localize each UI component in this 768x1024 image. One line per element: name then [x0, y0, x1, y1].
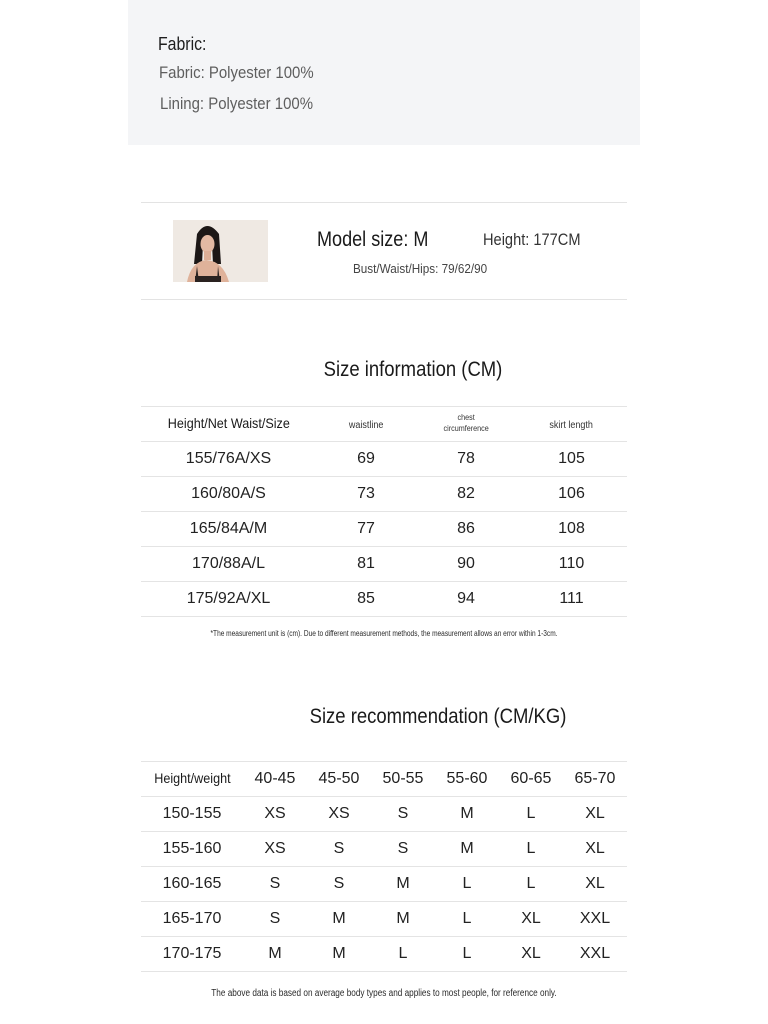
table-cell: 94 — [416, 582, 516, 617]
table-cell: 160/80A/S — [141, 477, 316, 512]
table-row — [141, 902, 627, 937]
table-cell: 105 — [516, 442, 627, 477]
table-cell: L — [499, 832, 563, 867]
table-cell: 175/92A/XL — [141, 582, 316, 617]
table-cell: 73 — [316, 477, 416, 512]
table-cell: 82 — [416, 477, 516, 512]
table-cell: 165/84A/M — [141, 512, 316, 547]
table-cell: 78 — [416, 442, 516, 477]
table-cell: XL — [499, 902, 563, 937]
table-cell: XXL — [563, 937, 627, 972]
model-photo — [173, 220, 268, 282]
table-header-row — [141, 407, 627, 442]
table-cell: 111 — [516, 582, 627, 617]
table-cell: S — [243, 867, 307, 902]
model-measurements: Bust/Waist/Hips: 79/62/90 — [353, 261, 488, 276]
table-row — [141, 797, 627, 832]
table-cell: XL — [563, 867, 627, 902]
table-cell: 150-155 — [141, 797, 243, 832]
table-cell: M — [371, 902, 435, 937]
table-cell: 170-175 — [141, 937, 243, 972]
table-row — [141, 477, 627, 512]
size-rec-title: Size recommendation (CM/KG) — [309, 705, 567, 728]
fabric-composition: Fabric: Polyester 100% — [159, 63, 314, 82]
table-cell: S — [307, 832, 371, 867]
table-cell: L — [499, 797, 563, 832]
table-cell: 110 — [516, 547, 627, 582]
header-cell: Height/weight — [141, 762, 243, 797]
table-cell: S — [371, 797, 435, 832]
table-cell: 77 — [316, 512, 416, 547]
table-cell: XXL — [563, 902, 627, 937]
header-cell: 55-60 — [435, 762, 499, 797]
table-cell: M — [371, 867, 435, 902]
table-row — [141, 867, 627, 902]
divider — [141, 299, 627, 300]
table-cell: 155/76A/XS — [141, 442, 316, 477]
table-cell: XS — [243, 832, 307, 867]
header-cell: chest circumference — [416, 407, 516, 442]
table-cell: 108 — [516, 512, 627, 547]
table-cell: 90 — [416, 547, 516, 582]
table-cell: XL — [499, 937, 563, 972]
header-cell: 50-55 — [371, 762, 435, 797]
table-cell: XL — [563, 797, 627, 832]
table-cell: 160-165 — [141, 867, 243, 902]
header-cell: Height/Net Waist/Size — [141, 407, 316, 442]
size-info-title: Size information (CM) — [323, 358, 503, 381]
model-size: Model size: M — [317, 228, 429, 251]
table-cell: S — [243, 902, 307, 937]
divider — [141, 202, 627, 203]
table-cell: M — [243, 937, 307, 972]
table-row — [141, 512, 627, 547]
size-info-table — [141, 406, 627, 617]
header-cell: 40-45 — [243, 762, 307, 797]
table-cell: S — [307, 867, 371, 902]
table-cell: 170/88A/L — [141, 547, 316, 582]
table-row — [141, 582, 627, 617]
table-cell: XS — [307, 797, 371, 832]
table-cell: L — [435, 867, 499, 902]
table-cell: 81 — [316, 547, 416, 582]
table-cell: 69 — [316, 442, 416, 477]
size-rec-table — [141, 761, 627, 972]
table-cell: M — [435, 797, 499, 832]
table-cell: M — [307, 937, 371, 972]
header-cell: waistline — [316, 407, 416, 442]
table-cell: 155-160 — [141, 832, 243, 867]
fabric-panel — [128, 0, 640, 145]
table-header-row — [141, 762, 627, 797]
table-cell: 86 — [416, 512, 516, 547]
table-cell: 85 — [316, 582, 416, 617]
header-cell: 45-50 — [307, 762, 371, 797]
lining-composition: Lining: Polyester 100% — [160, 94, 314, 113]
table-cell: 106 — [516, 477, 627, 512]
table-cell: M — [435, 832, 499, 867]
table-cell: L — [435, 902, 499, 937]
measurement-note: *The measurement unit is (cm). Due to different measurement methods, the measurement allows an error within 1-3cm. — [210, 629, 558, 638]
table-row — [141, 937, 627, 972]
table-cell: S — [371, 832, 435, 867]
table-row — [141, 547, 627, 582]
fabric-title: Fabric: — [158, 34, 207, 54]
model-height: Height: 177CM — [483, 230, 581, 249]
table-row — [141, 832, 627, 867]
header-cell: 60-65 — [499, 762, 563, 797]
table-cell: XS — [243, 797, 307, 832]
table-cell: M — [307, 902, 371, 937]
reference-note: The above data is based on average body types and applies to most people, for reference only. — [211, 988, 557, 999]
table-cell: XL — [563, 832, 627, 867]
header-cell: 65-70 — [563, 762, 627, 797]
table-cell: 165-170 — [141, 902, 243, 937]
table-row — [141, 442, 627, 477]
header-cell: skirt length — [516, 407, 627, 442]
table-cell: L — [435, 937, 499, 972]
table-cell: L — [371, 937, 435, 972]
table-cell: L — [499, 867, 563, 902]
